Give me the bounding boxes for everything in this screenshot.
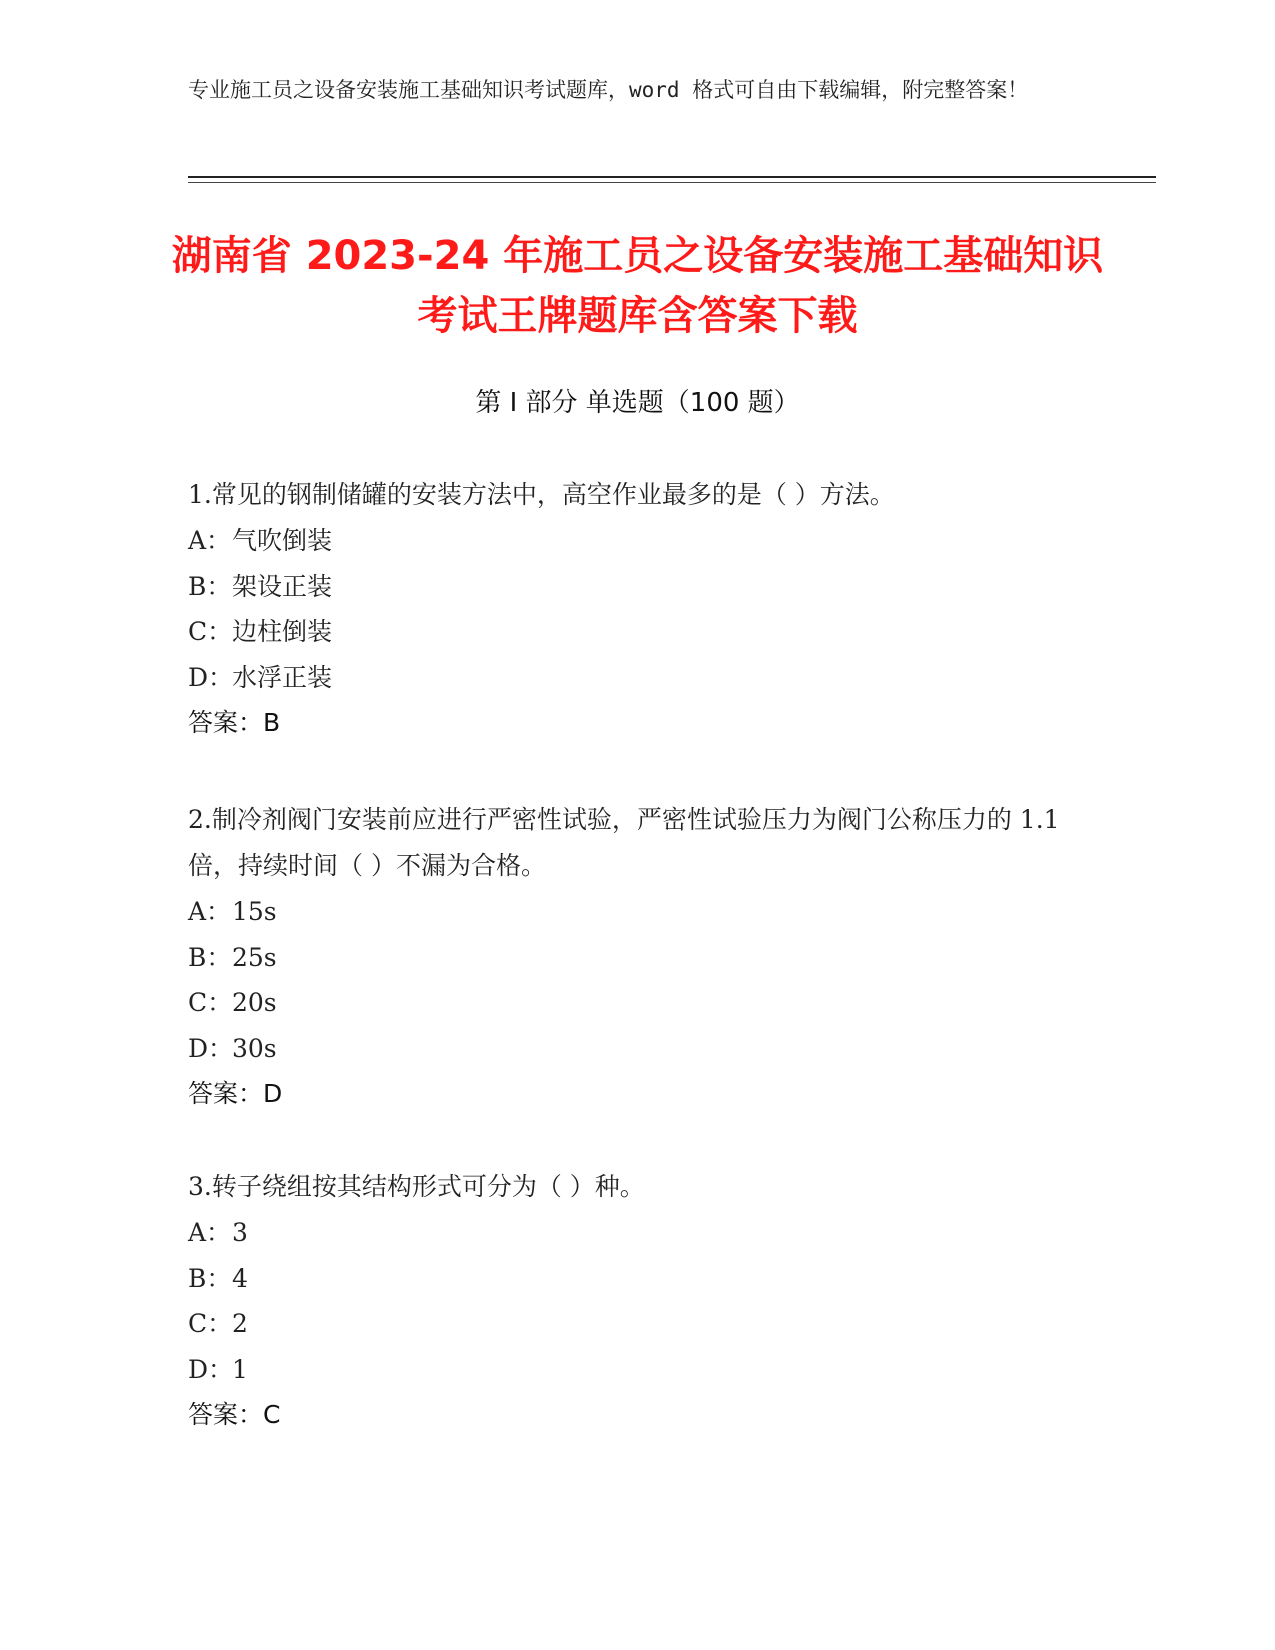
option-letter: A： [188, 526, 232, 555]
option-text: 3 [232, 1218, 248, 1247]
question-2 [188, 797, 1068, 1117]
option-text: 20s [232, 988, 277, 1017]
option-text: 架设正装 [232, 571, 333, 601]
option-letter: A： [188, 1218, 232, 1247]
option-letter: C： [188, 1309, 233, 1338]
option-letter: D： [188, 1354, 234, 1384]
option-text: 30s [232, 1033, 277, 1063]
option-letter: B： [188, 571, 232, 601]
option-text: 4 [232, 1263, 248, 1293]
question-3 [188, 1164, 1068, 1438]
header-divider [188, 176, 1156, 178]
option-text: 25s [232, 942, 277, 972]
option-d [188, 655, 1068, 701]
header-divider-thin [188, 182, 1156, 183]
question-stem: 2.制冷剂阀门安装前应进行严密性试验，严密性试验压力为阀门公称压力的 1.1 倍，持续时间（ ）不漏为合格。 [188, 805, 1060, 880]
option-letter: B： [188, 1263, 232, 1293]
option-letter: C： [188, 988, 233, 1017]
option-b [188, 935, 1068, 981]
option-b [188, 1256, 1068, 1302]
option-c [188, 1301, 1068, 1347]
header-note: 专业施工员之设备安装施工基础知识考试题库，word 格式可自由下载编辑，附完整答案！ [188, 78, 1029, 102]
option-text: 边柱倒装 [232, 617, 333, 646]
option-letter: A： [188, 897, 232, 926]
answer: 答案：B [188, 708, 281, 737]
question-stem: 1.常见的钢制储罐的安装方法中，高空作业最多的是（ ）方法。 [188, 480, 895, 509]
option-d [188, 1347, 1068, 1393]
option-a [188, 1210, 1068, 1256]
question-1 [188, 472, 1068, 746]
option-a [188, 889, 1068, 935]
option-b [188, 564, 1068, 610]
answer: 答案：D [188, 1079, 283, 1108]
option-text: 水浮正装 [232, 662, 333, 692]
section-title: 第 I 部分 单选题（100 题） [475, 388, 800, 418]
option-letter: C： [188, 617, 233, 646]
option-letter: D： [188, 662, 234, 692]
question-stem: 3.转子绕组按其结构形式可分为（ ）种。 [188, 1172, 645, 1201]
option-c [188, 609, 1068, 655]
option-text: 1 [232, 1354, 248, 1384]
option-d [188, 1026, 1068, 1072]
option-text: 2 [232, 1309, 248, 1338]
option-text: 气吹倒装 [232, 526, 333, 555]
document-title: 湖南省 2023-24 年施工员之设备安装施工基础知识考试王牌题库含答案下载 [171, 233, 1104, 339]
option-a [188, 518, 1068, 564]
option-letter: D： [188, 1033, 234, 1063]
answer: 答案：C [188, 1400, 281, 1429]
option-c [188, 980, 1068, 1026]
option-text: 15s [232, 897, 277, 926]
option-letter: B： [188, 942, 232, 972]
